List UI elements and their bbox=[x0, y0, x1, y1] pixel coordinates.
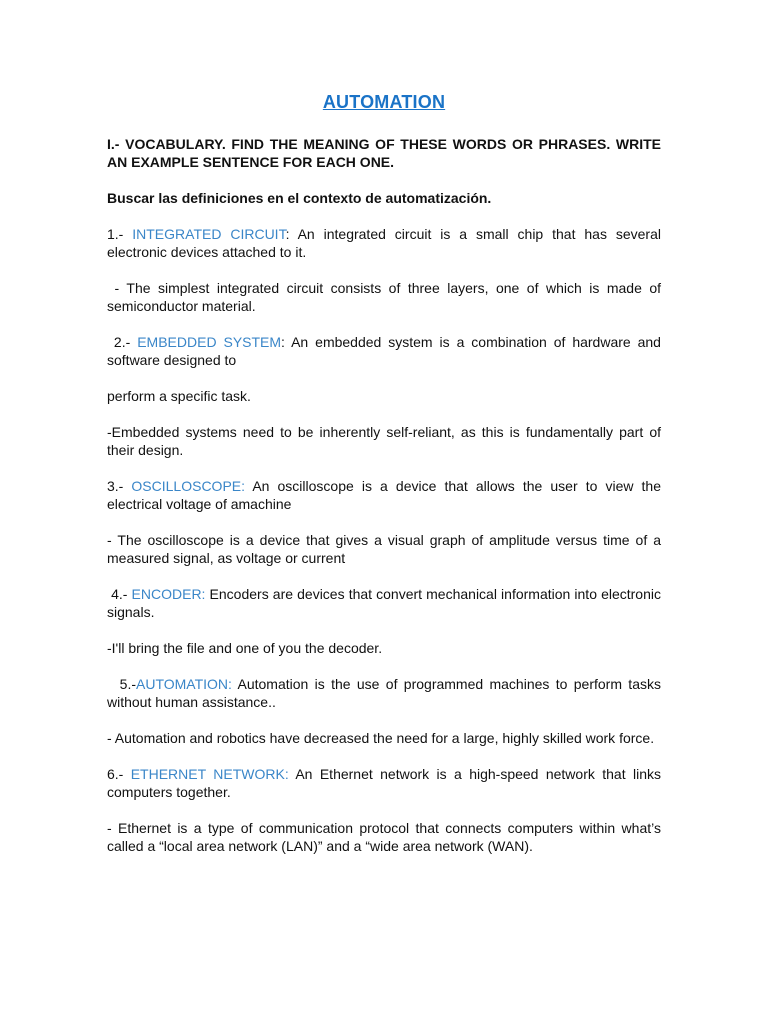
vocab-term: ENCODER: bbox=[131, 586, 206, 602]
vocab-term: OSCILLOSCOPE: bbox=[131, 478, 246, 494]
vocab-item-1-example: - The simplest integrated circuit consists of three layers, one of which is made of semiconductor material. bbox=[107, 280, 665, 314]
item-number: 4.- bbox=[107, 586, 132, 602]
item-number: 6.- bbox=[107, 766, 131, 782]
vocab-item-3-example: - The oscilloscope is a device that gives a visual graph of amplitude versus time of a measured signal, as voltage or current bbox=[107, 532, 665, 566]
vocab-item-4-definition bbox=[107, 585, 661, 621]
vocab-item-5-example: - Automation and robotics have decreased the need for a large, highly skilled work force. bbox=[107, 730, 655, 746]
vocab-item-3-definition bbox=[107, 477, 661, 513]
vocab-item-2-example: -Embedded systems need to be inherently self-reliant, as this is fundamentally part of their design. bbox=[107, 424, 665, 458]
vocab-term: EMBEDDED SYSTEM bbox=[137, 334, 282, 350]
vocab-item-2-definition bbox=[107, 333, 661, 369]
definition-text: An oscilloscope is a device that allows the user to view the electrical voltage of amachine bbox=[107, 478, 662, 512]
vocab-term: AUTOMATION: bbox=[136, 676, 232, 692]
vocab-item-1-definition bbox=[107, 225, 661, 261]
item-number: 2.- bbox=[107, 334, 138, 350]
vocab-item-6-definition bbox=[107, 765, 661, 801]
vocab-term: INTEGRATED CIRCUIT bbox=[132, 226, 286, 242]
item-number: 3.- bbox=[107, 478, 132, 494]
vocab-item-4-example: -I'll bring the file and one of you the decoder. bbox=[107, 640, 383, 656]
vocab-item-2-definition-continued: perform a specific task. bbox=[107, 388, 251, 404]
definition-text: An Ethernet network is a high-speed network that links computers together. bbox=[107, 766, 661, 800]
vocab-item-5-definition bbox=[107, 675, 661, 711]
item-number: 1.- bbox=[107, 226, 133, 242]
vocab-item-6-example: - Ethernet is a type of communication protocol that connects computers within what’s called a “local area network (LAN)” and a “wide area network (WAN). bbox=[107, 820, 665, 854]
definition-text: : An embedded system is a combination of hardware and software designed to bbox=[107, 334, 661, 368]
definition-text: : An integrated circuit is a small chip that has several electronic devices attached to it. bbox=[107, 226, 661, 260]
item-number: 5.- bbox=[107, 676, 136, 692]
document-title: AUTOMATION bbox=[322, 92, 446, 112]
definition-text: Encoders are devices that convert mechanical information into electronic signals. bbox=[107, 586, 661, 620]
vocab-term: ETHERNET NETWORK: bbox=[130, 766, 289, 782]
definition-text: Automation is the use of programmed machines to perform tasks without human assistance.. bbox=[107, 676, 661, 710]
instruction-subheading: Buscar las definiciones en el contexto de automatización. bbox=[107, 190, 492, 206]
section-heading: I.- VOCABULARY. FIND THE MEANING OF THESE WORDS OR PHRASES. WRITE AN EXAMPLE SENTENCE FOR EACH ONE. bbox=[107, 136, 661, 170]
document-body bbox=[107, 135, 665, 873]
